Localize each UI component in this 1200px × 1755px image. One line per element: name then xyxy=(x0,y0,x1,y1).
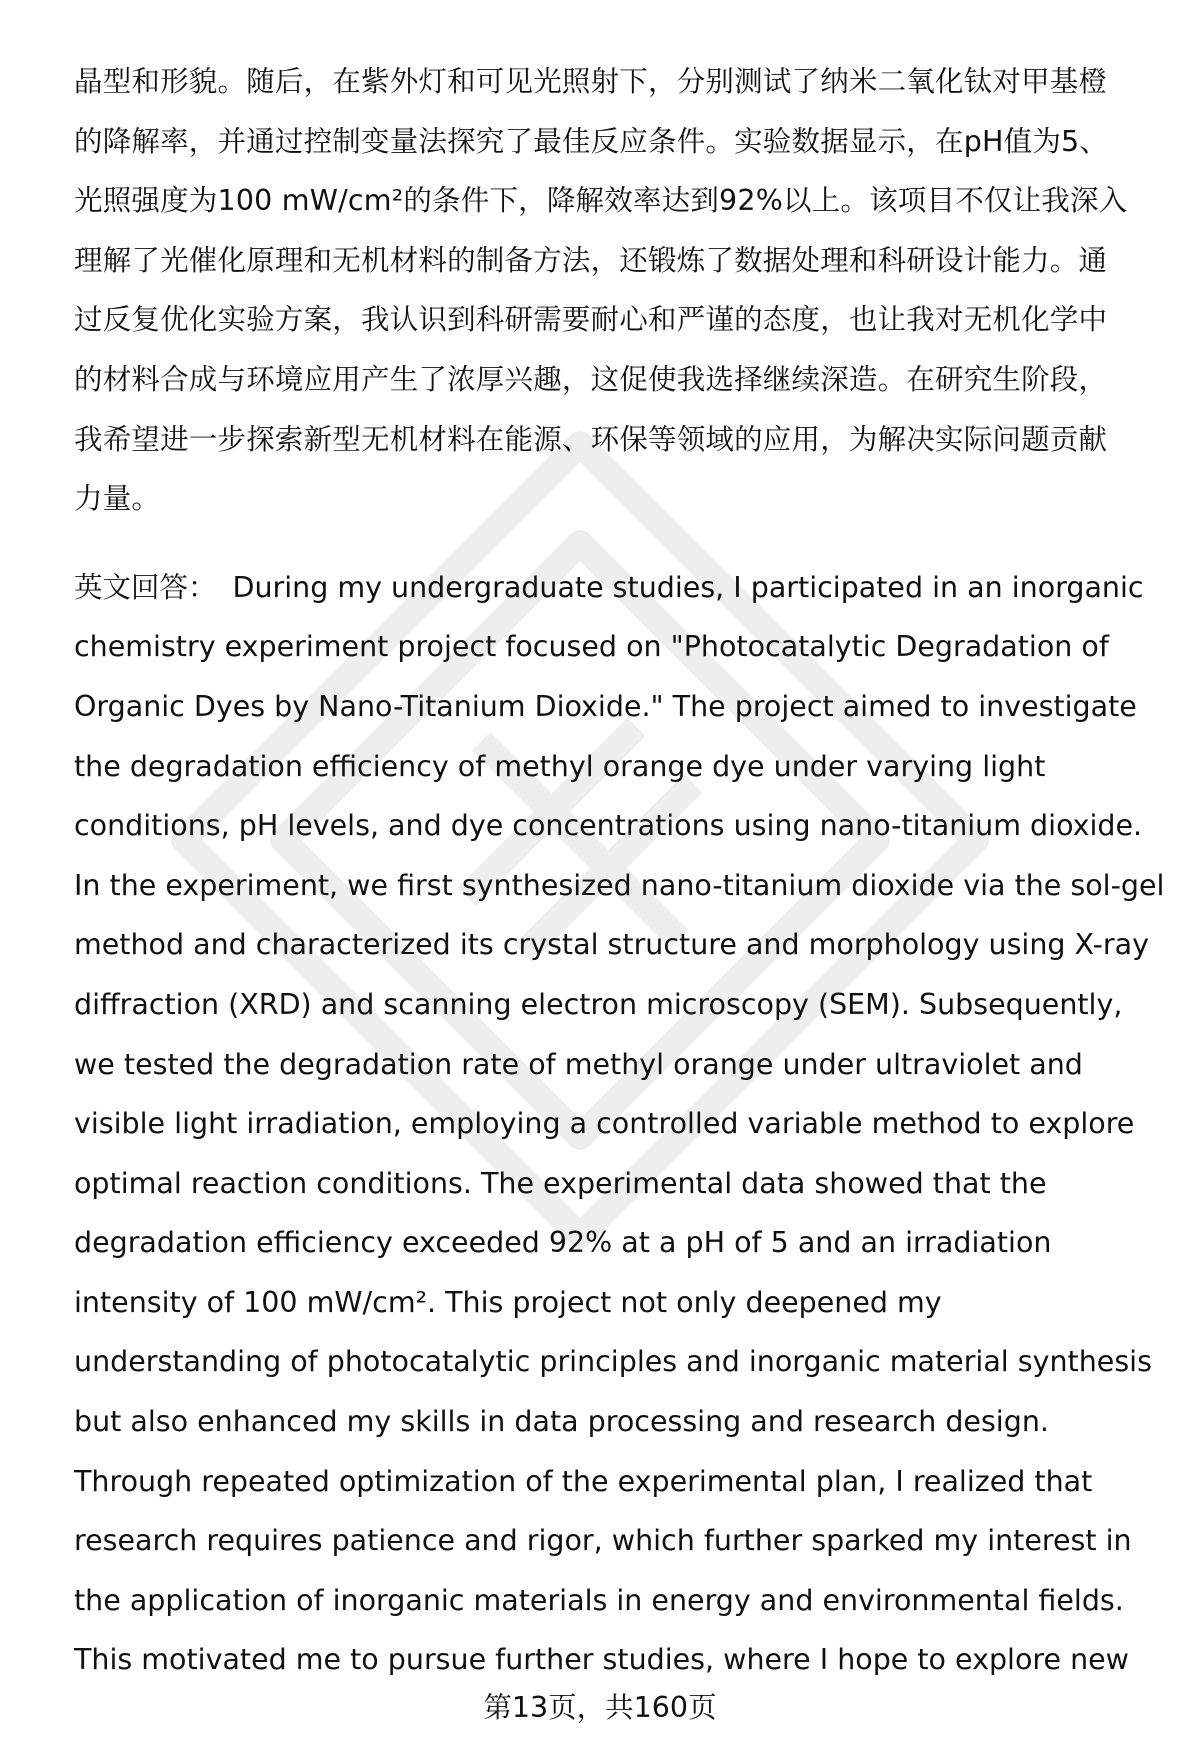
zh-line-7: 我希望进一步探索新型无机材料在能源、环保等领域的应用，为解决实际问题贡献 xyxy=(74,422,1108,456)
en-line-10: visible light irradiation, employing a controlled variable method to explore xyxy=(74,1107,1135,1141)
zh-line-8: 力量。 xyxy=(74,482,161,516)
page-indicator: 第13页，共160页 xyxy=(483,1691,717,1724)
en-line-15: but also enhanced my skills in data processing and research design. xyxy=(74,1405,1049,1439)
zh-line-3: 光照强度为100 mW/cm²的条件下，降解效率达到92%以上。该项目不仅让我深入 xyxy=(74,184,1128,218)
en-line-2: chemistry experiment project focused on "Photocatalytic Degradation of xyxy=(74,630,1109,664)
chinese-paragraph xyxy=(74,52,1164,529)
en-line-13: intensity of 100 mW/cm². This project not only deepened my xyxy=(74,1285,942,1319)
zh-line-1: 晶型和形貌。随后，在紫外灯和可见光照射下，分别测试了纳米二氧化钛对甲基橙 xyxy=(74,65,1108,98)
en-line-16: Through repeated optimization of the experimental plan, I realized that xyxy=(74,1464,1093,1498)
zh-line-2: 的降解率，并通过控制变量法探究了最佳反应条件。实验数据显示，在pH值为5、 xyxy=(74,124,1109,158)
zh-line-4: 理解了光催化原理和无机材料的制备方法，还锻炼了数据处理和科研设计能力。通 xyxy=(74,243,1108,277)
document-body xyxy=(74,52,1164,1690)
en-first-line-text: During my undergraduate studies, I participated in an inorganic xyxy=(232,570,1144,604)
zh-line-5: 过反复优化实验方案，我认识到科研需要耐心和严谨的态度，也让我对无机化学中 xyxy=(74,303,1108,337)
en-line-6: In the experiment, we first synthesized nano-titanium dioxide via the sol-gel xyxy=(74,868,1165,902)
en-line-11: optimal reaction conditions. The experimental data showed that the xyxy=(74,1166,1047,1200)
answer-label: 英文回答： xyxy=(74,570,217,604)
en-line-8: diffraction (XRD) and scanning electron microscopy (SEM). Subsequently, xyxy=(74,987,1123,1021)
en-line-9: we tested the degradation rate of methyl orange under ultraviolet and xyxy=(74,1047,1083,1081)
paragraph-gap xyxy=(74,529,1164,558)
en-line-17: research requires patience and rigor, which further sparked my interest in xyxy=(74,1524,1132,1558)
en-line-7: method and characterized its crystal structure and morphology using X-ray xyxy=(74,928,1149,962)
en-line-19: This motivated me to pursue further studies, where I hope to explore new xyxy=(74,1643,1129,1677)
en-line-1 xyxy=(74,558,1164,618)
en-line-4: the degradation efficiency of methyl orange dye under varying light xyxy=(74,749,1046,783)
en-line-3: Organic Dyes by Nano-Titanium Dioxide." The project aimed to investigate xyxy=(74,689,1137,723)
english-answer xyxy=(74,558,1164,1690)
zh-line-6: 的材料合成与环境应用产生了浓厚兴趣，这促使我选择继续深造。在研究生阶段， xyxy=(74,362,1108,396)
en-line-12: degradation efficiency exceeded 92% at a pH of 5 and an irradiation xyxy=(74,1226,1052,1260)
en-line-14: understanding of photocatalytic principles and inorganic material synthesis xyxy=(74,1345,1152,1379)
en-line-18: the application of inorganic materials in energy and environmental fields. xyxy=(74,1583,1124,1617)
en-line-5: conditions, pH levels, and dye concentrations using nano-titanium dioxide. xyxy=(74,809,1143,843)
